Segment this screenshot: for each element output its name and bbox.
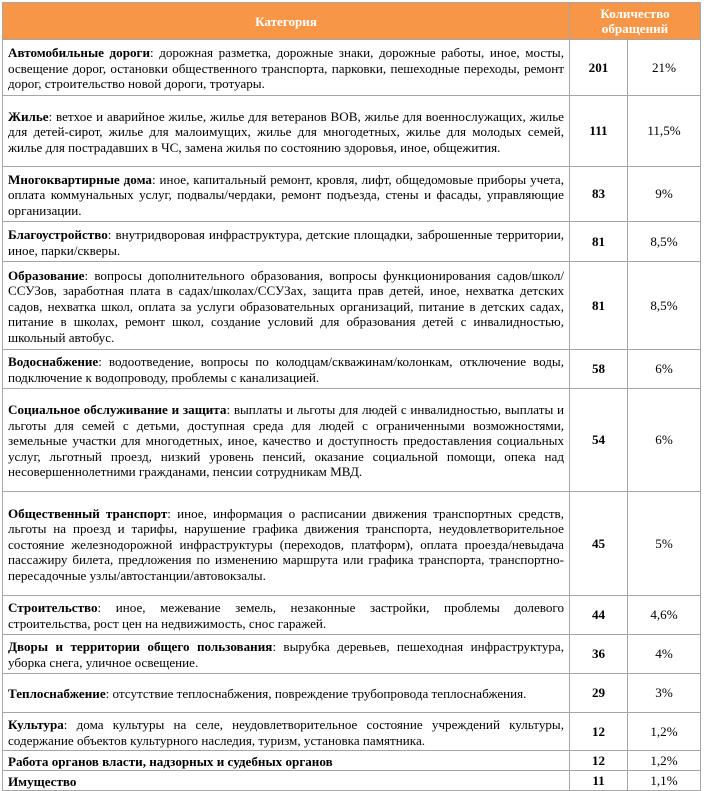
appeals-table-container [2, 2, 700, 791]
category-description: : вырубка деревьев, пешеходная инфраструктура, уборка снега, уличное освещение. [8, 639, 564, 670]
category-description: : выплаты и льготы для людей с инвалидностью, выплаты и льготы для семей с детьми, доступная среда для людей с ограниченными возможностями, земельные участки для многодетных, иное, качество и доступность предоставления социальных услуг, льготный проезд, низкий уровень пенсий, оказание социальной помощи, опека над несовершеннолетними гражданами, пенсии сотрудникам МВД. [8, 402, 564, 480]
category-description: : дорожная разметка, дорожные знаки, дорожные работы, иное, мосты, освещение дорог, остановки общественного транспорта, парковки, пешеходные переходы, ремонт дорог, строительство новой дороги, тротуары. [8, 45, 564, 92]
appeals-table [2, 2, 701, 791]
category-cell [3, 713, 570, 751]
table-row [3, 771, 701, 791]
category-name: Благоустройство [8, 226, 108, 242]
table-row [3, 751, 701, 771]
table-row [3, 222, 701, 262]
count-cell: 111 [570, 96, 628, 167]
percent-cell: 8,5% [628, 262, 701, 350]
category-description: : водоотведение, вопросы по колодцам/скважинам/колонкам, отключение воды, подключение к водопроводу, проблемы с канализацией. [8, 354, 564, 385]
category-name: Социальное обслуживание и защита [8, 402, 227, 418]
count-cell: 81 [570, 262, 628, 350]
category-name: Многоквартирные дома [8, 171, 152, 187]
category-description: : иное, межевание земель, незаконные застройки, проблемы долевого строительства, рост цен на недвижимость, снос гаражей. [8, 600, 564, 631]
percent-cell: 9% [628, 167, 701, 222]
percent-cell: 11,5% [628, 96, 701, 167]
percent-cell: 6% [628, 350, 701, 389]
count-cell: 58 [570, 350, 628, 389]
category-description: : вопросы дополнительного образования, вопросы функционирования садов/школ/ССУЗов, заработная плата в садах/школах/ССУЗах, защита прав детей, иное, нехватка детских садов, нехватка школ, оплата за услуги образовательных организаций, питание в детских садах, питание в школах, ремонт школ, создание условий для образования детей с инвалидностью, школьный автобус. [8, 267, 564, 345]
category-name: Культура [8, 716, 64, 732]
table-row [3, 40, 701, 96]
category-cell [3, 262, 570, 350]
percent-cell: 1,2% [628, 713, 701, 751]
category-cell [3, 96, 570, 167]
table-row [3, 674, 701, 713]
category-name: Автомобильные дороги [8, 45, 151, 61]
count-cell: 54 [570, 389, 628, 492]
percent-cell: 5% [628, 492, 701, 596]
count-cell: 44 [570, 596, 628, 635]
category-description: : ветхое и аварийное жилье, жилье для ветеранов ВОВ, жилье для военнослужащих, жилье для детей-сирот, жилье для малоимущих, жилье для многодетных, жилье для молодых семей, жилье для пострадавших в ЧС, замена жилья по состоянию здоровья, иное, общежития. [8, 108, 564, 155]
category-name: Жилье [8, 108, 49, 124]
table-row [3, 262, 701, 350]
header-count: Количество обращений [570, 3, 701, 40]
category-name: Водоснабжение [8, 354, 99, 370]
percent-cell: 1,2% [628, 751, 701, 771]
category-description: : иное, капитальный ремонт, кровля, лифт, общедомовые приборы учета, оплата коммунальных услуг, подвалы/чердаки, ремонт подъезда, стены и фасады, управляющие организации. [8, 171, 564, 218]
percent-cell: 4,6% [628, 596, 701, 635]
percent-cell: 1,1% [628, 771, 701, 791]
count-cell: 29 [570, 674, 628, 713]
table-row [3, 96, 701, 167]
percent-cell: 8,5% [628, 222, 701, 262]
count-cell: 11 [570, 771, 628, 791]
category-cell [3, 635, 570, 674]
category-name: Дворы и территории общего пользования [8, 639, 273, 655]
category-name: Образование [8, 267, 85, 283]
category-name: Имущество [8, 773, 77, 789]
category-description: : внутридворовая инфраструктура, детские площадки, заброшенные территории, иное, парки/скверы. [8, 226, 564, 258]
category-name: Теплоснабжение [8, 686, 106, 702]
count-cell: 81 [570, 222, 628, 262]
category-cell [3, 167, 570, 222]
category-description: : иное, информация о расписании движения транспортных средств, льготы на проезд и тарифы, нарушение графика движения транспорта, неудовлетворительное состояние железнодорожной инфраструктуры (переходов, платформ), оплата проезда/невыдача пассажиру билета, предложения по изменению маршрута или графика транспорта, транспортно-пересадочные узлы/автостанции/автовокзалы. [8, 505, 564, 583]
category-cell [3, 596, 570, 635]
count-cell: 201 [570, 40, 628, 96]
category-name: Общественный транспорт [8, 505, 168, 521]
table-row [3, 635, 701, 674]
percent-cell: 21% [628, 40, 701, 96]
category-cell [3, 771, 570, 791]
count-cell: 83 [570, 167, 628, 222]
header-category: Категория [3, 3, 570, 40]
percent-cell: 6% [628, 389, 701, 492]
table-header-row [3, 3, 701, 40]
count-cell: 12 [570, 751, 628, 771]
percent-cell: 3% [628, 674, 701, 713]
category-cell [3, 350, 570, 389]
category-description: : отсутствие теплоснабжения, повреждение трубопровода теплоснабжения. [105, 686, 527, 702]
category-name: Строительство [8, 600, 98, 616]
category-cell [3, 492, 570, 596]
count-cell: 45 [570, 492, 628, 596]
category-cell [3, 674, 570, 713]
table-row [3, 713, 701, 751]
category-cell [3, 222, 570, 262]
table-row [3, 167, 701, 222]
category-cell [3, 389, 570, 492]
category-cell [3, 40, 570, 96]
count-cell: 12 [570, 713, 628, 751]
table-row [3, 492, 701, 596]
table-row [3, 350, 701, 389]
category-description: : дома культуры на селе, неудовлетворительное состояние учреждений культуры, содержание объектов культурного наследия, туризм, установка памятника. [8, 716, 564, 748]
category-cell [3, 751, 570, 771]
category-name: Работа органов власти, надзорных и судебных органов [8, 753, 333, 769]
table-row [3, 389, 701, 492]
percent-cell: 4% [628, 635, 701, 674]
table-row [3, 596, 701, 635]
count-cell: 36 [570, 635, 628, 674]
